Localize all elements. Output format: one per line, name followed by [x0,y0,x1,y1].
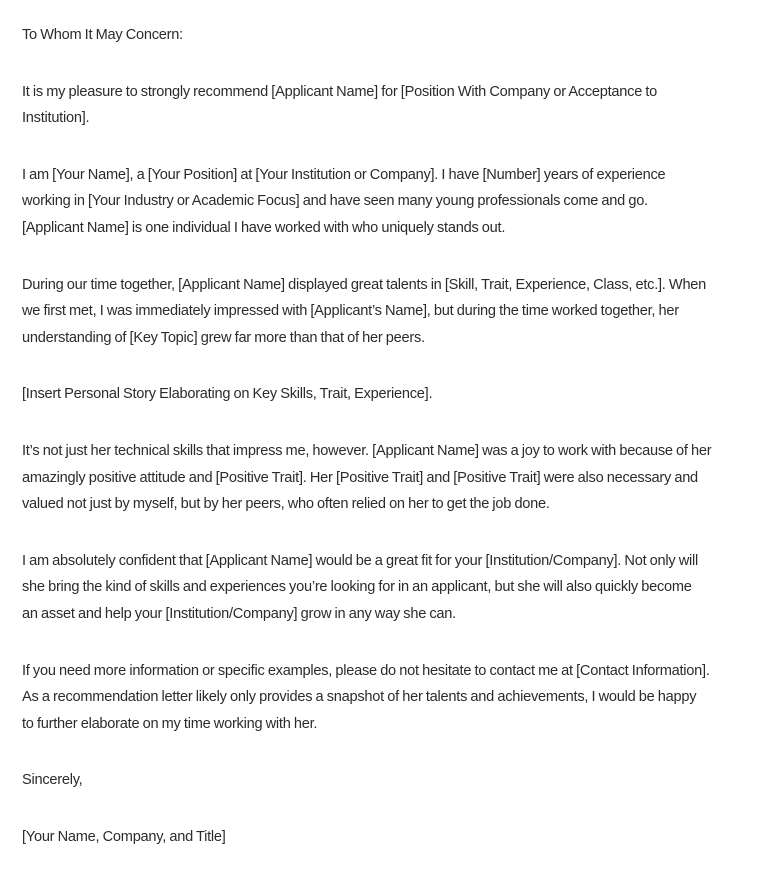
paragraph-attitude [22,438,742,518]
text-line: If you need more information or specific examples, please do not hesitate to contact me at [Contact Information]. [22,662,710,679]
text-line: to further elaborate on my time working with her. [22,715,318,732]
text-line: [Insert Personal Story Elaborating on Key Skills, Trait, Experience]. [22,386,433,403]
text-line: I am [Your Name], a [Your Position] at [Your Institution or Company]. I have [Number] years of experience [22,166,666,183]
paragraph-confidence [22,548,742,628]
salutation: To Whom It May Concern: [22,27,183,43]
text-line: I am absolutely confident that [Applicant Name] would be a great fit for your [Institution/Company]. Not only will [22,552,699,569]
recommendation-letter [22,22,742,850]
text-line: she bring the kind of skills and experiences you’re looking for in an applicant, but she will also quickly become [22,579,692,596]
text-line: understanding of [Key Topic] grew far more than that of her peers. [22,329,425,346]
signature: [Your Name, Company, and Title] [22,828,226,845]
text-line: As a recommendation letter likely only provides a snapshot of her talents and achievements, I would be happy [22,689,697,706]
text-line: we first met, I was immediately impressed with [Applicant’s Name], but during the time worked together, her [22,303,679,320]
text-line: During our time together, [Applicant Name] displayed great talents in [Skill, Trait, Experience, Class, etc.]. When [22,276,707,293]
closing: Sincerely, [22,772,83,789]
paragraph-introduction [22,162,742,242]
paragraph-talents [22,272,742,352]
text-line: It is my pleasure to strongly recommend [Applicant Name] for [Position With Company or Acceptance to [22,83,658,100]
text-line: It’s not just her technical skills that impress me, however. [Applicant Name] was a joy to work with because of her [22,442,712,459]
paragraph-personal-story [22,381,742,408]
paragraph-opening [22,79,742,132]
text-line: an asset and help your [Institution/Company] grow in any way she can. [22,605,456,622]
paragraph-contact [22,658,742,738]
text-line: Institution]. [22,110,90,127]
text-line: [Applicant Name] is one individual I have worked with who uniquely stands out. [22,219,506,236]
text-line: amazingly positive attitude and [Positive Trait]. Her [Positive Trait] and [Positive Trait] were also necessary and [22,469,698,486]
text-line: valued not just by myself, but by her peers, who often relied on her to get the job done. [22,496,550,513]
text-line: working in [Your Industry or Academic Focus] and have seen many young professionals come and go. [22,193,648,210]
